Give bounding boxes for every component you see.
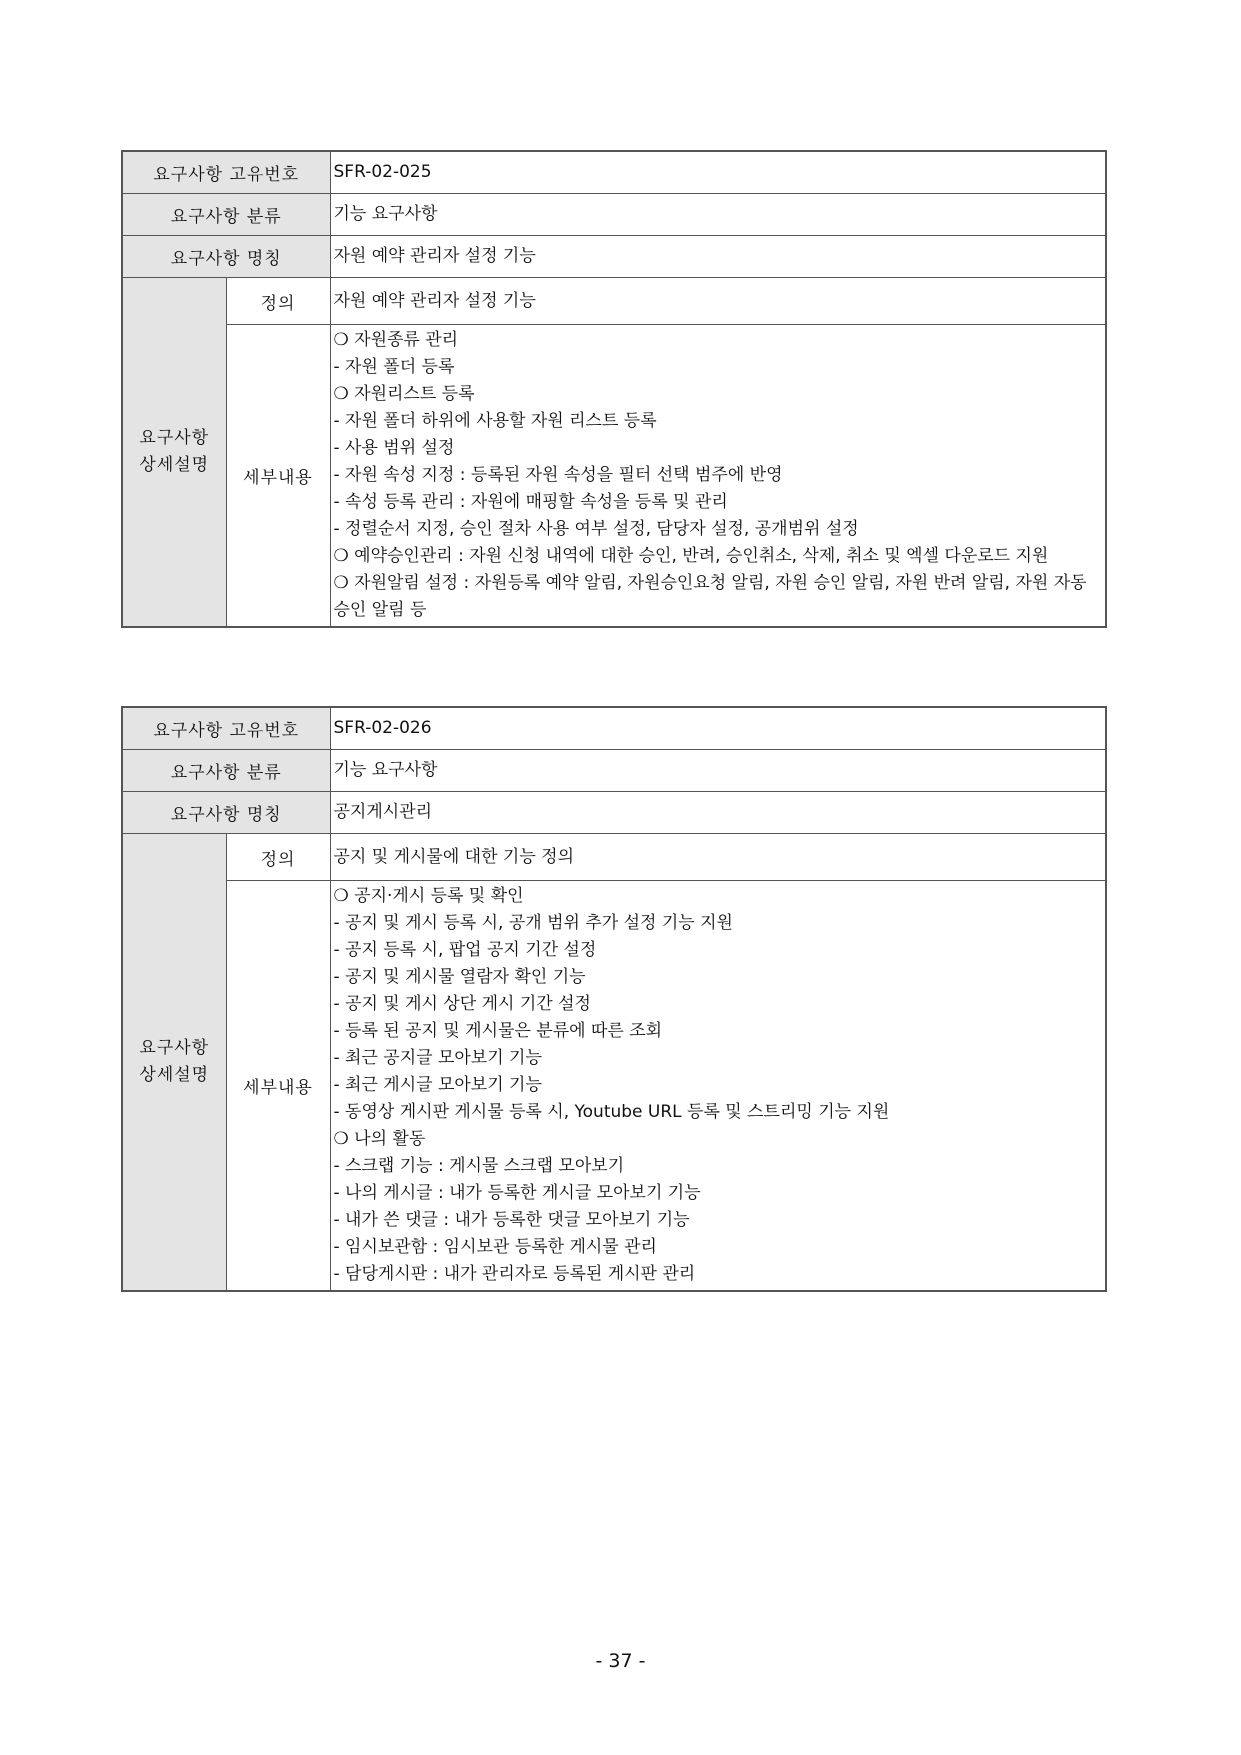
detail-line: - 최근 게시글 모아보기 기능	[333, 1075, 542, 1095]
detail-line: - 자원 속성 지정 : 등록된 자원 속성을 필터 선택 범주에 반영	[333, 465, 783, 485]
definition-label: 정의	[226, 834, 330, 881]
details-content	[330, 881, 1106, 1292]
detail-line: - 공지 등록 시, 팝업 공지 기간 설정	[333, 940, 597, 960]
id-value: SFR-02-025	[330, 151, 1106, 194]
detail-line: - 동영상 게시판 게시물 등록 시, Youtube URL 등록 및 스트리밍 기능 지원	[333, 1102, 890, 1122]
name-value: 자원 예약 관리자 설정 기능	[330, 236, 1106, 278]
detail-line: ❍ 자원알림 설정 : 자원등록 예약 알림, 자원승인요청 알림, 자원 승인 알림, 자원 반려 알림, 자원 자동승인 알림 등	[333, 573, 1087, 620]
id-value: SFR-02-026	[330, 707, 1106, 750]
detail-line: - 등록 된 공지 및 게시물은 분류에 따른 조회	[333, 1021, 663, 1041]
detail-line: ❍ 예약승인관리 : 자원 신청 내역에 대한 승인, 반려, 승인취소, 삭제, 취소 및 엑셀 다운로드 지원	[333, 546, 1049, 566]
detail-label-line-2: 상세설명	[139, 1065, 210, 1085]
detail-line: - 담당게시판 : 내가 관리자로 등록된 게시판 관리	[333, 1264, 696, 1284]
classification-value: 기능 요구사항	[330, 194, 1106, 236]
detail-line: - 공지 및 게시 등록 시, 공개 범위 추가 설정 기능 지원	[333, 913, 733, 933]
requirement-table-2	[121, 706, 1107, 1292]
detail-label-line-1: 요구사항	[139, 1038, 210, 1058]
detail-line: - 최근 공지글 모아보기 기능	[333, 1048, 542, 1068]
details-label: 세부내용	[226, 325, 330, 628]
id-label: 요구사항 고유번호	[122, 151, 330, 194]
detail-line: - 스크랩 기능 : 게시물 스크랩 모아보기	[333, 1156, 625, 1176]
detail-line: ❍ 자원리스트 등록	[333, 384, 475, 404]
name-value: 공지게시관리	[330, 792, 1106, 834]
requirement-table-1	[121, 150, 1107, 628]
classification-label: 요구사항 분류	[122, 194, 330, 236]
detail-line: - 자원 폴더 등록	[333, 357, 455, 377]
detail-line: - 정렬순서 지정, 승인 절차 사용 여부 설정, 담당자 설정, 공개범위 설정	[333, 519, 859, 539]
detail-line: - 사용 범위 설정	[333, 438, 455, 458]
classification-value: 기능 요구사항	[330, 750, 1106, 792]
detail-line: ❍ 공지·게시 등록 및 확인	[333, 886, 524, 906]
detail-label	[122, 278, 226, 628]
definition-value: 공지 및 게시물에 대한 기능 정의	[330, 834, 1106, 881]
detail-label-line-1: 요구사항	[139, 428, 210, 448]
detail-label	[122, 834, 226, 1292]
id-label: 요구사항 고유번호	[122, 707, 330, 750]
detail-label-line-2: 상세설명	[139, 455, 210, 475]
detail-line: - 내가 쓴 댓글 : 내가 등록한 댓글 모아보기 기능	[333, 1210, 690, 1230]
details-content	[330, 325, 1106, 628]
name-label: 요구사항 명칭	[122, 236, 330, 278]
detail-line: ❍ 나의 활동	[333, 1129, 426, 1149]
detail-line: - 나의 게시글 : 내가 등록한 게시글 모아보기 기능	[333, 1183, 701, 1203]
name-label: 요구사항 명칭	[122, 792, 330, 834]
page-number: - 37 -	[595, 1650, 646, 1672]
detail-line: - 속성 등록 관리 : 자원에 매핑할 속성을 등록 및 관리	[333, 492, 728, 512]
classification-label: 요구사항 분류	[122, 750, 330, 792]
detail-line: - 임시보관함 : 임시보관 등록한 게시물 관리	[333, 1237, 657, 1257]
definition-value: 자원 예약 관리자 설정 기능	[330, 278, 1106, 325]
detail-line: ❍ 자원종류 관리	[333, 330, 459, 350]
detail-line: - 공지 및 게시 상단 게시 기간 설정	[333, 994, 591, 1014]
details-label: 세부내용	[226, 881, 330, 1292]
detail-line: - 공지 및 게시물 열람자 확인 기능	[333, 967, 586, 987]
detail-line: - 자원 폴더 하위에 사용할 자원 리스트 등록	[333, 411, 657, 431]
definition-label: 정의	[226, 278, 330, 325]
